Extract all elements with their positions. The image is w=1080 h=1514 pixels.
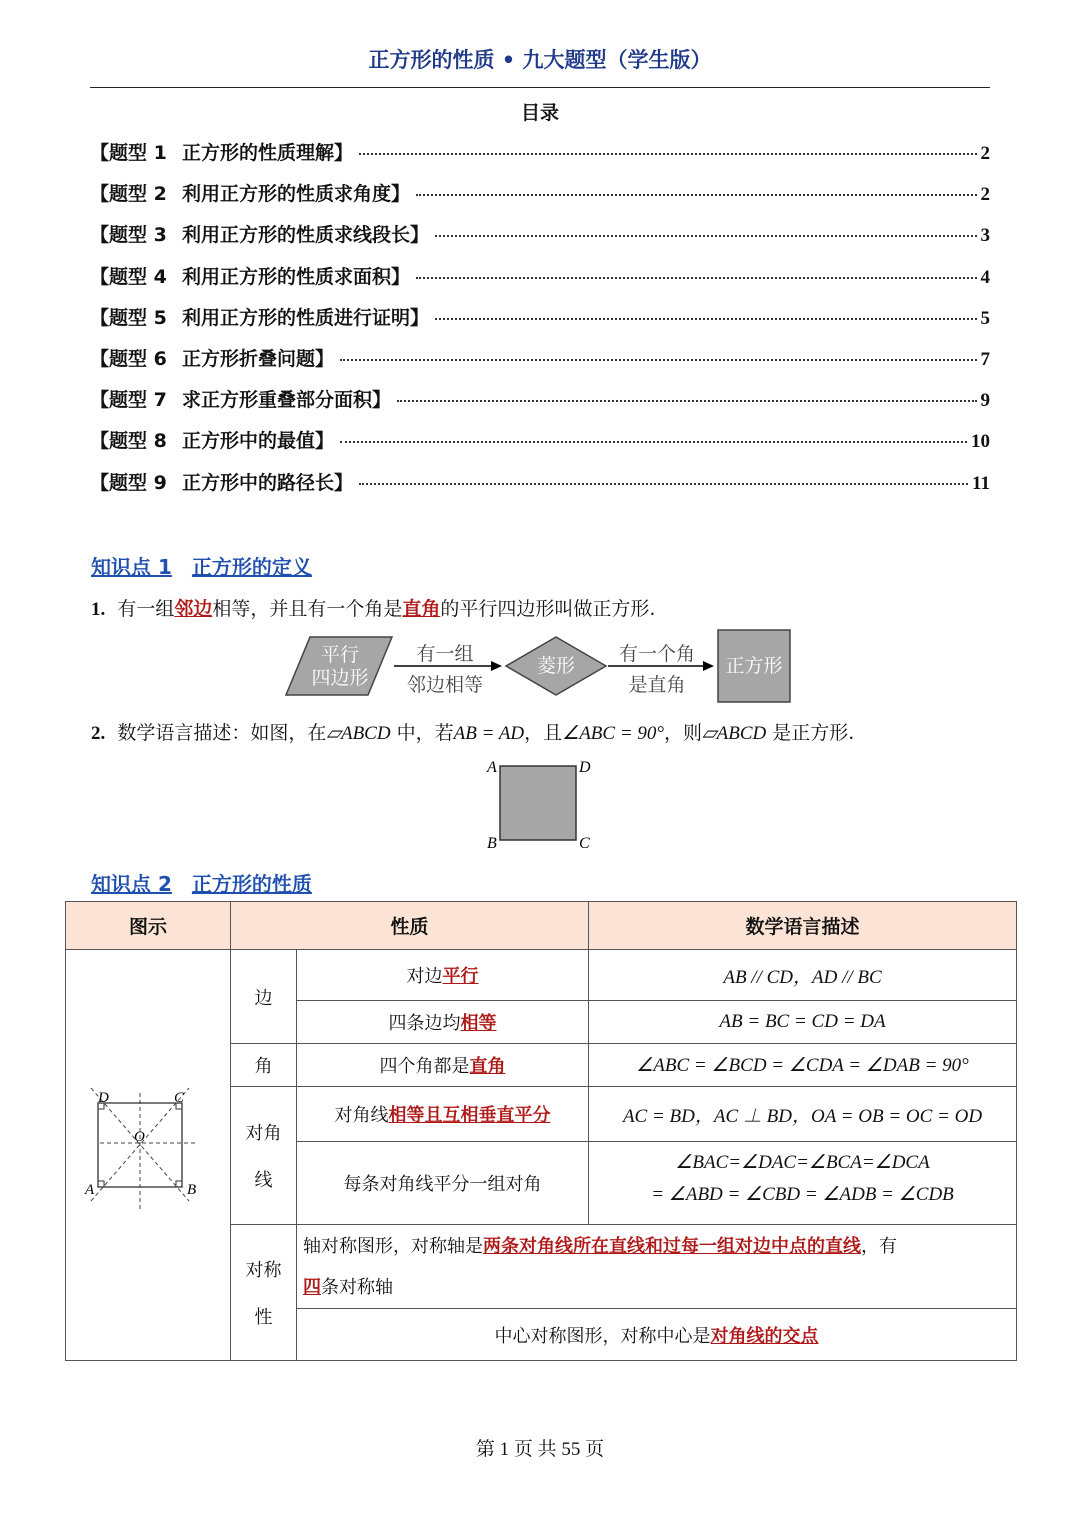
fig-label-d: D [98,1089,109,1106]
fig-label-c: C [174,1089,185,1106]
item-number: 2. [91,723,106,744]
table-header-row [66,902,1017,950]
square-abcd-figure [480,752,600,852]
header-figure: 图示 [66,902,231,950]
group-side: 边 [231,950,297,1044]
kp-label: 知识点 1 [91,555,172,579]
text: 对称 [245,1260,282,1281]
toc-item-title: 利用正方形的性质进行证明】 [182,306,430,329]
text: ，则 [664,722,703,744]
text: ，且 [524,722,563,744]
toc-item-title: 利用正方形的性质求面积】 [182,265,411,288]
kp-title: 正方形的定义 [191,555,312,579]
text: 是正方形. [766,722,855,744]
toc-item-num: 【题型 1 [90,142,167,164]
box-parallelogram-line1: 平行 [320,644,360,666]
property-cell [297,950,589,1001]
toc-item[interactable] [90,344,990,385]
toc-item[interactable] [90,468,990,509]
toc-leader [416,194,976,196]
property-cell [297,1044,589,1087]
knowledge-point-1-heading [91,551,312,580]
toc-item-num: 【题型 7 [90,389,167,412]
toc-item-page: 2 [980,184,990,206]
toc-item-num: 【题型 6 [90,347,167,370]
vertex-label-a: A [487,759,497,776]
toc-item-num: 【题型 3 [90,224,167,247]
toc-leader [359,153,976,155]
arrow2-bottom-label: 是直角 [628,674,686,696]
text: 四条边均 [388,1013,461,1034]
vertex-label-b: B [487,835,497,852]
toc-item-page: 5 [980,307,990,329]
toc-item-title: 求正方形重叠部分面积】 [182,389,392,412]
kp1-item-1 [91,594,655,621]
right-angle-mark-b [176,1181,182,1187]
toc-item[interactable] [90,138,990,179]
toc-title: 目录 [520,102,559,124]
toc-item[interactable] [90,262,990,303]
box-parallelogram-line2: 四边形 [311,667,369,689]
arrow2-top-label: 有一个角 [618,643,696,665]
toc-leader [435,318,976,320]
group-angle: 角 [231,1044,297,1087]
toc-item-page: 9 [980,390,990,412]
arrowhead-1 [491,661,502,671]
fig-label-a: A [85,1181,95,1198]
property-cell-wide [297,1225,1017,1309]
header-property: 性质 [231,902,589,950]
math-cell: AB // CD，AD // BC [589,950,1017,1001]
page-footer: 第 1 页 共 55 页 [475,1439,605,1460]
toc-item-num: 【题型 2 [90,183,167,206]
text: 对角 [245,1123,282,1144]
toc-item[interactable] [90,179,990,220]
arrow1-bottom-label: 邻边相等 [406,674,484,696]
toc-item-num: 【题型 5 [90,306,167,329]
right-angle-mark-a [98,1181,104,1187]
figure-cell [66,950,231,1361]
group-symmetry [231,1225,297,1361]
text: 性 [254,1307,273,1328]
vertex-label-c: C [579,835,590,852]
toc-item-num: 【题型 4 [90,265,167,288]
square-properties-table [65,901,1017,1361]
toc-item-page: 7 [980,348,990,370]
table-row [66,950,1017,1001]
text: 对角线 [334,1105,389,1126]
math-line-2: = ∠ABD = ∠CBD = ∠ADB = ∠CDB [651,1183,954,1205]
highlight-term: 直角 [469,1056,506,1077]
toc-item-page: 3 [980,225,990,247]
kp-title: 正方形的性质 [191,872,312,896]
toc-item-title: 正方形的性质理解】 [182,142,354,164]
toc-item[interactable] [90,303,990,344]
box-square: 正方形 [725,655,783,677]
toc-item-title: 利用正方形的性质求线段长】 [182,224,430,247]
text: 条对称轴 [321,1276,393,1298]
fig-label-b: B [187,1181,197,1198]
square-shape [500,766,576,840]
toc-item-page: 4 [980,266,990,288]
highlight-term: 四 [303,1276,321,1298]
toc-item-title: 正方形折叠问题】 [182,347,335,370]
toc-leader [340,359,976,361]
item-number: 1. [91,599,106,620]
text: 的平行四边形叫做正方形. [440,598,656,620]
square-diagonals-figure [83,1088,213,1218]
highlight-term: 平行 [442,966,479,987]
math-line-1: ∠BAC=∠DAC=∠BCA=∠DCA [675,1151,930,1173]
fig-label-o: O [134,1128,145,1145]
math-condition-1: AB = AD [453,723,525,744]
toc-leader [359,483,968,485]
text: 有一组 [117,598,175,620]
math-condition-2: ∠ABC = 90° [562,723,665,744]
toc-item-title: 正方形中的路径长】 [182,471,354,494]
text: 中，若 [390,722,454,744]
toc-item[interactable] [90,385,990,426]
text: 相等，并且有一个角是 [212,598,403,620]
text: 轴对称图形，对称轴是 [303,1235,483,1257]
highlight-term: 邻边 [174,598,213,620]
text: 数学语言描述：如图，在 [117,722,327,744]
math-parallelogram: ▱ABCD [702,723,767,744]
box-rhombus: 菱形 [536,655,576,677]
definition-flow-diagram [280,625,800,707]
kp-label: 知识点 2 [91,872,172,896]
page-header-title: 正方形的性质 • 九大题型（学生版） [368,48,712,72]
toc-item-page: 11 [972,472,990,494]
toc-leader [340,441,967,443]
toc-item-num: 【题型 8 [90,430,167,453]
math-parallelogram: ▱ABCD [326,723,391,744]
property-cell: 每条对角线平分一组对角 [297,1142,589,1225]
toc-item[interactable] [90,220,990,261]
text: ，有 [861,1235,897,1257]
kp1-item-2 [91,718,854,745]
text: 中心对称图形，对称中心是 [494,1325,711,1347]
property-cell [297,1087,589,1142]
property-cell [297,1001,589,1044]
highlight-term: 对角线的交点 [710,1325,819,1347]
arrowhead-2 [703,661,714,671]
text: 四个角都是 [379,1056,470,1077]
toc-item-title: 利用正方形的性质求角度】 [182,183,411,206]
toc-item-page: 2 [980,143,990,164]
highlight-term: 相等 [460,1013,497,1034]
property-cell-wide [297,1309,1017,1361]
arrow1-top-label: 有一组 [416,643,474,665]
text: 线 [254,1170,273,1191]
header-math: 数学语言描述 [589,902,1017,950]
toc-item[interactable] [90,426,990,467]
toc-item-page: 10 [971,431,990,453]
header-rule [90,87,990,88]
knowledge-point-2-heading [91,868,312,897]
toc-item-num: 【题型 9 [90,471,167,494]
toc-leader [397,400,976,402]
text: 对边 [406,966,443,987]
highlight-term: 相等且互相垂直平分 [388,1105,551,1126]
math-cell: AC = BD，AC ⊥ BD，OA = OB = OC = OD [589,1087,1017,1142]
toc-item-title: 正方形中的最值】 [182,430,335,453]
math-cell: AB = BC = CD = DA [589,1001,1017,1044]
toc-list [90,138,990,509]
math-cell [589,1142,1017,1225]
toc-leader [435,235,976,237]
toc-leader [416,277,976,279]
highlight-term: 直角 [402,598,441,620]
highlight-term: 两条对角线所在直线和过每一组对边中点的直线 [483,1235,861,1257]
math-cell: ∠ABC = ∠BCD = ∠CDA = ∠DAB = 90° [589,1044,1017,1087]
vertex-label-d: D [579,759,591,776]
group-diagonal [231,1087,297,1225]
